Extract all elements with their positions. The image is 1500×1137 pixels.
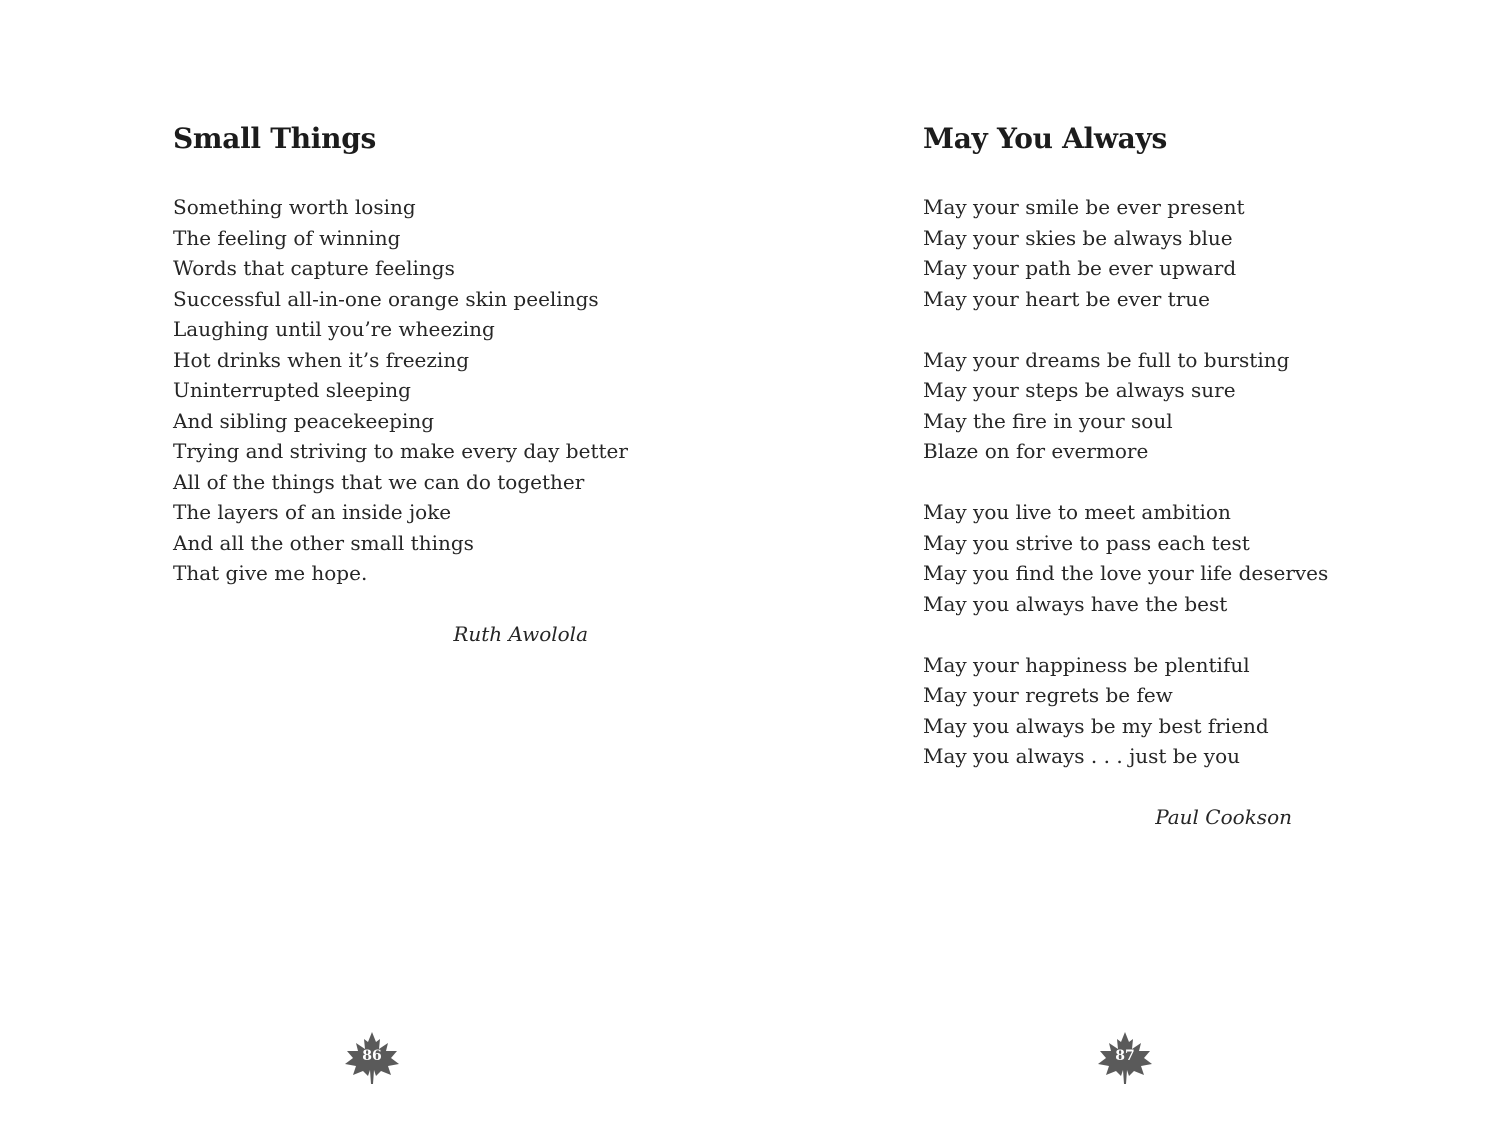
poem-line: May your steps be always sure	[923, 378, 1236, 402]
poem-line: May you always be my best friend	[923, 713, 1269, 738]
poem-line: And sibling peacekeeping	[173, 408, 435, 433]
poem-line: That give me hope.	[173, 561, 368, 585]
stanza	[923, 192, 1323, 314]
poem-line: Words that capture feelings	[173, 256, 455, 280]
stanza	[923, 345, 1323, 467]
poem-line: May your happiness be plentiful	[923, 652, 1250, 677]
page-number: 87	[1115, 1048, 1135, 1064]
poem-line: May you find the love your life deserves	[923, 561, 1329, 585]
poem-author: Ruth Awolola	[453, 622, 588, 646]
stanza	[173, 192, 628, 589]
poem-line: Something worth losing	[173, 195, 416, 219]
page-number: 86	[362, 1048, 382, 1064]
poem-line: May your heart be ever true	[923, 286, 1210, 311]
poem-may-you-always	[923, 120, 1329, 833]
poem-title: May You Always	[923, 122, 1167, 155]
poem-line: May your regrets be few	[923, 683, 1173, 707]
poem-line: Laughing until you’re wheezing	[173, 317, 495, 341]
poem-line: All of the things that we can do together	[173, 469, 585, 494]
poem-author: Paul Cookson	[1155, 805, 1292, 829]
poem-line: Trying and striving to make every day better	[173, 439, 628, 463]
poem-line: The layers of an inside joke	[173, 500, 452, 524]
stanza	[923, 650, 1323, 772]
poem-line: May you always . . . just be you	[923, 744, 1241, 768]
stanza	[923, 497, 1329, 619]
poem-line: And all the other small things	[173, 530, 474, 555]
poem-line: Hot drinks when it’s freezing	[173, 347, 469, 372]
page-folio	[342, 1030, 402, 1086]
poem-line: May you always have the best	[923, 591, 1228, 616]
poem-line: May your path be ever upward	[923, 256, 1237, 280]
poem-line: May your dreams be full to bursting	[923, 347, 1290, 372]
right-page	[750, 0, 1500, 1137]
poem-title: Small Things	[173, 122, 376, 155]
page-folio	[1095, 1030, 1155, 1086]
poem-line: Uninterrupted sleeping	[173, 378, 411, 402]
poem-line: May your smile be ever present	[923, 195, 1245, 219]
poem-line: May you strive to pass each test	[923, 530, 1250, 555]
poem-line: Blaze on for evermore	[923, 439, 1149, 463]
poem-line: May you live to meet ambition	[923, 500, 1231, 524]
poem-small-things	[173, 120, 628, 650]
poem-line: Successful all-in-one orange skin peelings	[173, 286, 599, 311]
poem-line: May your skies be always blue	[923, 225, 1233, 250]
poem-line: May the fire in your soul	[923, 408, 1173, 433]
poem-line: The feeling of winning	[173, 225, 401, 250]
